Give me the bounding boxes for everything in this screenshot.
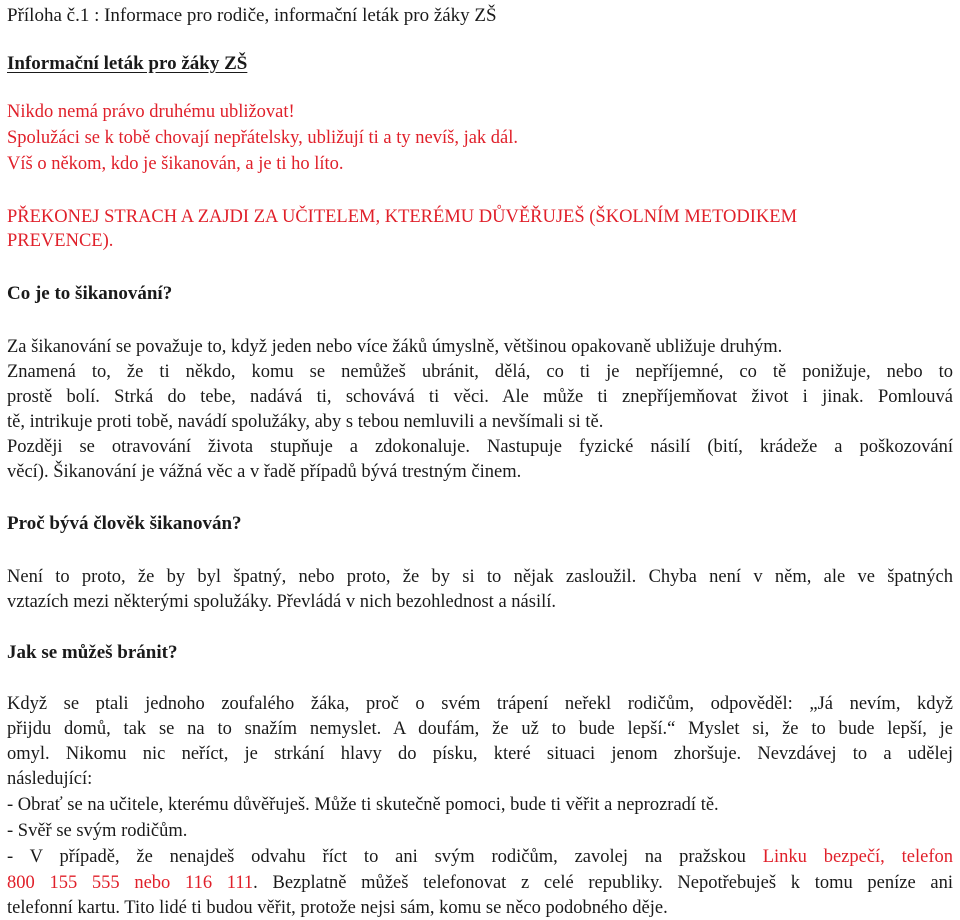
defend-paragraph-line: omyl. Nikomu nic neříct, je strkání hlavy do písku, které situaci jenom zhoršuje. Nevzdávej to a udělej	[7, 744, 953, 764]
what-paragraph-line: Znamená to, že ti někdo, komu se nemůžeš ubránit, dělá, co ti je nepříjemné, co tě ponižuje, nebo to	[7, 362, 953, 382]
what-paragraph-line: tě, intrikuje proti tobě, navádí spolužáky, aby s tebou nemluvili a nevšímali si tě.	[7, 412, 604, 432]
defend-helpline-numbers-line	[7, 871, 953, 895]
defend-bullet-teacher: - Obrať se na učitele, kterému důvěřuješ. Může ti skutečně pomoci, bude ti věřit a neprozradí tě.	[7, 795, 719, 815]
defend-paragraph-line: následující:	[7, 769, 93, 789]
defend-paragraph-line: Když se ptali jednoho zoufalého žáka, proč o svém trápení neřekl rodičům, odpověděl: „Já nevím, když	[7, 694, 953, 714]
intro-line-2: Spolužáci se k tobě chovají nepřátelsky, ubližují ti a ty nevíš, jak dál.	[7, 128, 519, 148]
helpline-numbers: 800 155 555 nebo 116 111	[7, 873, 254, 893]
defend-bullet-helpline	[7, 845, 953, 869]
heading-why-bullied: Proč bývá člověk šikanován?	[7, 513, 242, 534]
page-title: Informační leták pro žáky ZŠ	[7, 53, 248, 74]
heading-how-to-defend: Jak se můžeš bránit?	[7, 642, 178, 663]
helpline-info-text: . Bezplatně můžeš telefonovat z celé republiky. Nepotřebuješ k tomu peníze ani	[253, 873, 953, 893]
why-paragraph-line: Není to proto, že by byl špatný, nebo proto, že by si to nějak zasloužil. Chyba není v něm, ale ve špatných	[7, 567, 953, 587]
attachment-caption: Příloha č.1 : Informace pro rodiče, informační leták pro žáky ZŠ	[7, 5, 497, 26]
appeal-line-2: PREVENCE).	[7, 231, 114, 251]
what-paragraph-line: Za šikanování se považuje to, když jeden nebo více žáků úmyslně, většinou opakovaně ubližuje druhým.	[7, 337, 783, 357]
defend-paragraph-line: telefonní kartu. Tito lidé ti budou věřit, protože nejsi sám, komu se něco podobného děje.	[7, 898, 668, 918]
what-paragraph-line: Později se otravování života stupňuje a zdokonaluje. Nastupuje fyzické násilí (bití, krádeže a poškozování	[7, 437, 953, 457]
why-paragraph-line: vztazích mezi některými spolužáky. Převládá v nich bezohlednost a násilí.	[7, 592, 556, 612]
defend-bullet-parents: - Svěř se svým rodičům.	[7, 821, 188, 841]
intro-line-1: Nikdo nemá právo druhému ubližovat!	[7, 102, 295, 122]
helpline-intro-text: - V případě, že nenajdeš odvahu říct to ani svým rodičům, zavolej na pražskou	[7, 847, 763, 867]
what-paragraph-line: věcí). Šikanování je vážná věc a v řadě případů bývá trestným činem.	[7, 462, 522, 482]
intro-line-3: Víš o někom, kdo je šikanován, a je ti ho líto.	[7, 154, 344, 174]
helpline-name: Linku bezpečí, telefon	[762, 847, 953, 867]
what-paragraph-line: prostě bolí. Strká do tebe, nadává ti, schovává ti věci. Ale může ti znepříjemňovat život i jinak. Pomlouvá	[7, 387, 953, 407]
defend-paragraph-line: přijdu domů, tak se na to snažím nemyslet. A doufám, že už to bude lepší.“ Myslet si, že to bude lepší, je	[7, 719, 953, 739]
heading-what-is-bullying: Co je to šikanování?	[7, 283, 173, 304]
appeal-line-1: PŘEKONEJ STRACH A ZAJDI ZA UČITELEM, KTERÉMU DŮVĚŘUJEŠ (ŠKOLNÍM METODIKEM	[7, 207, 798, 227]
